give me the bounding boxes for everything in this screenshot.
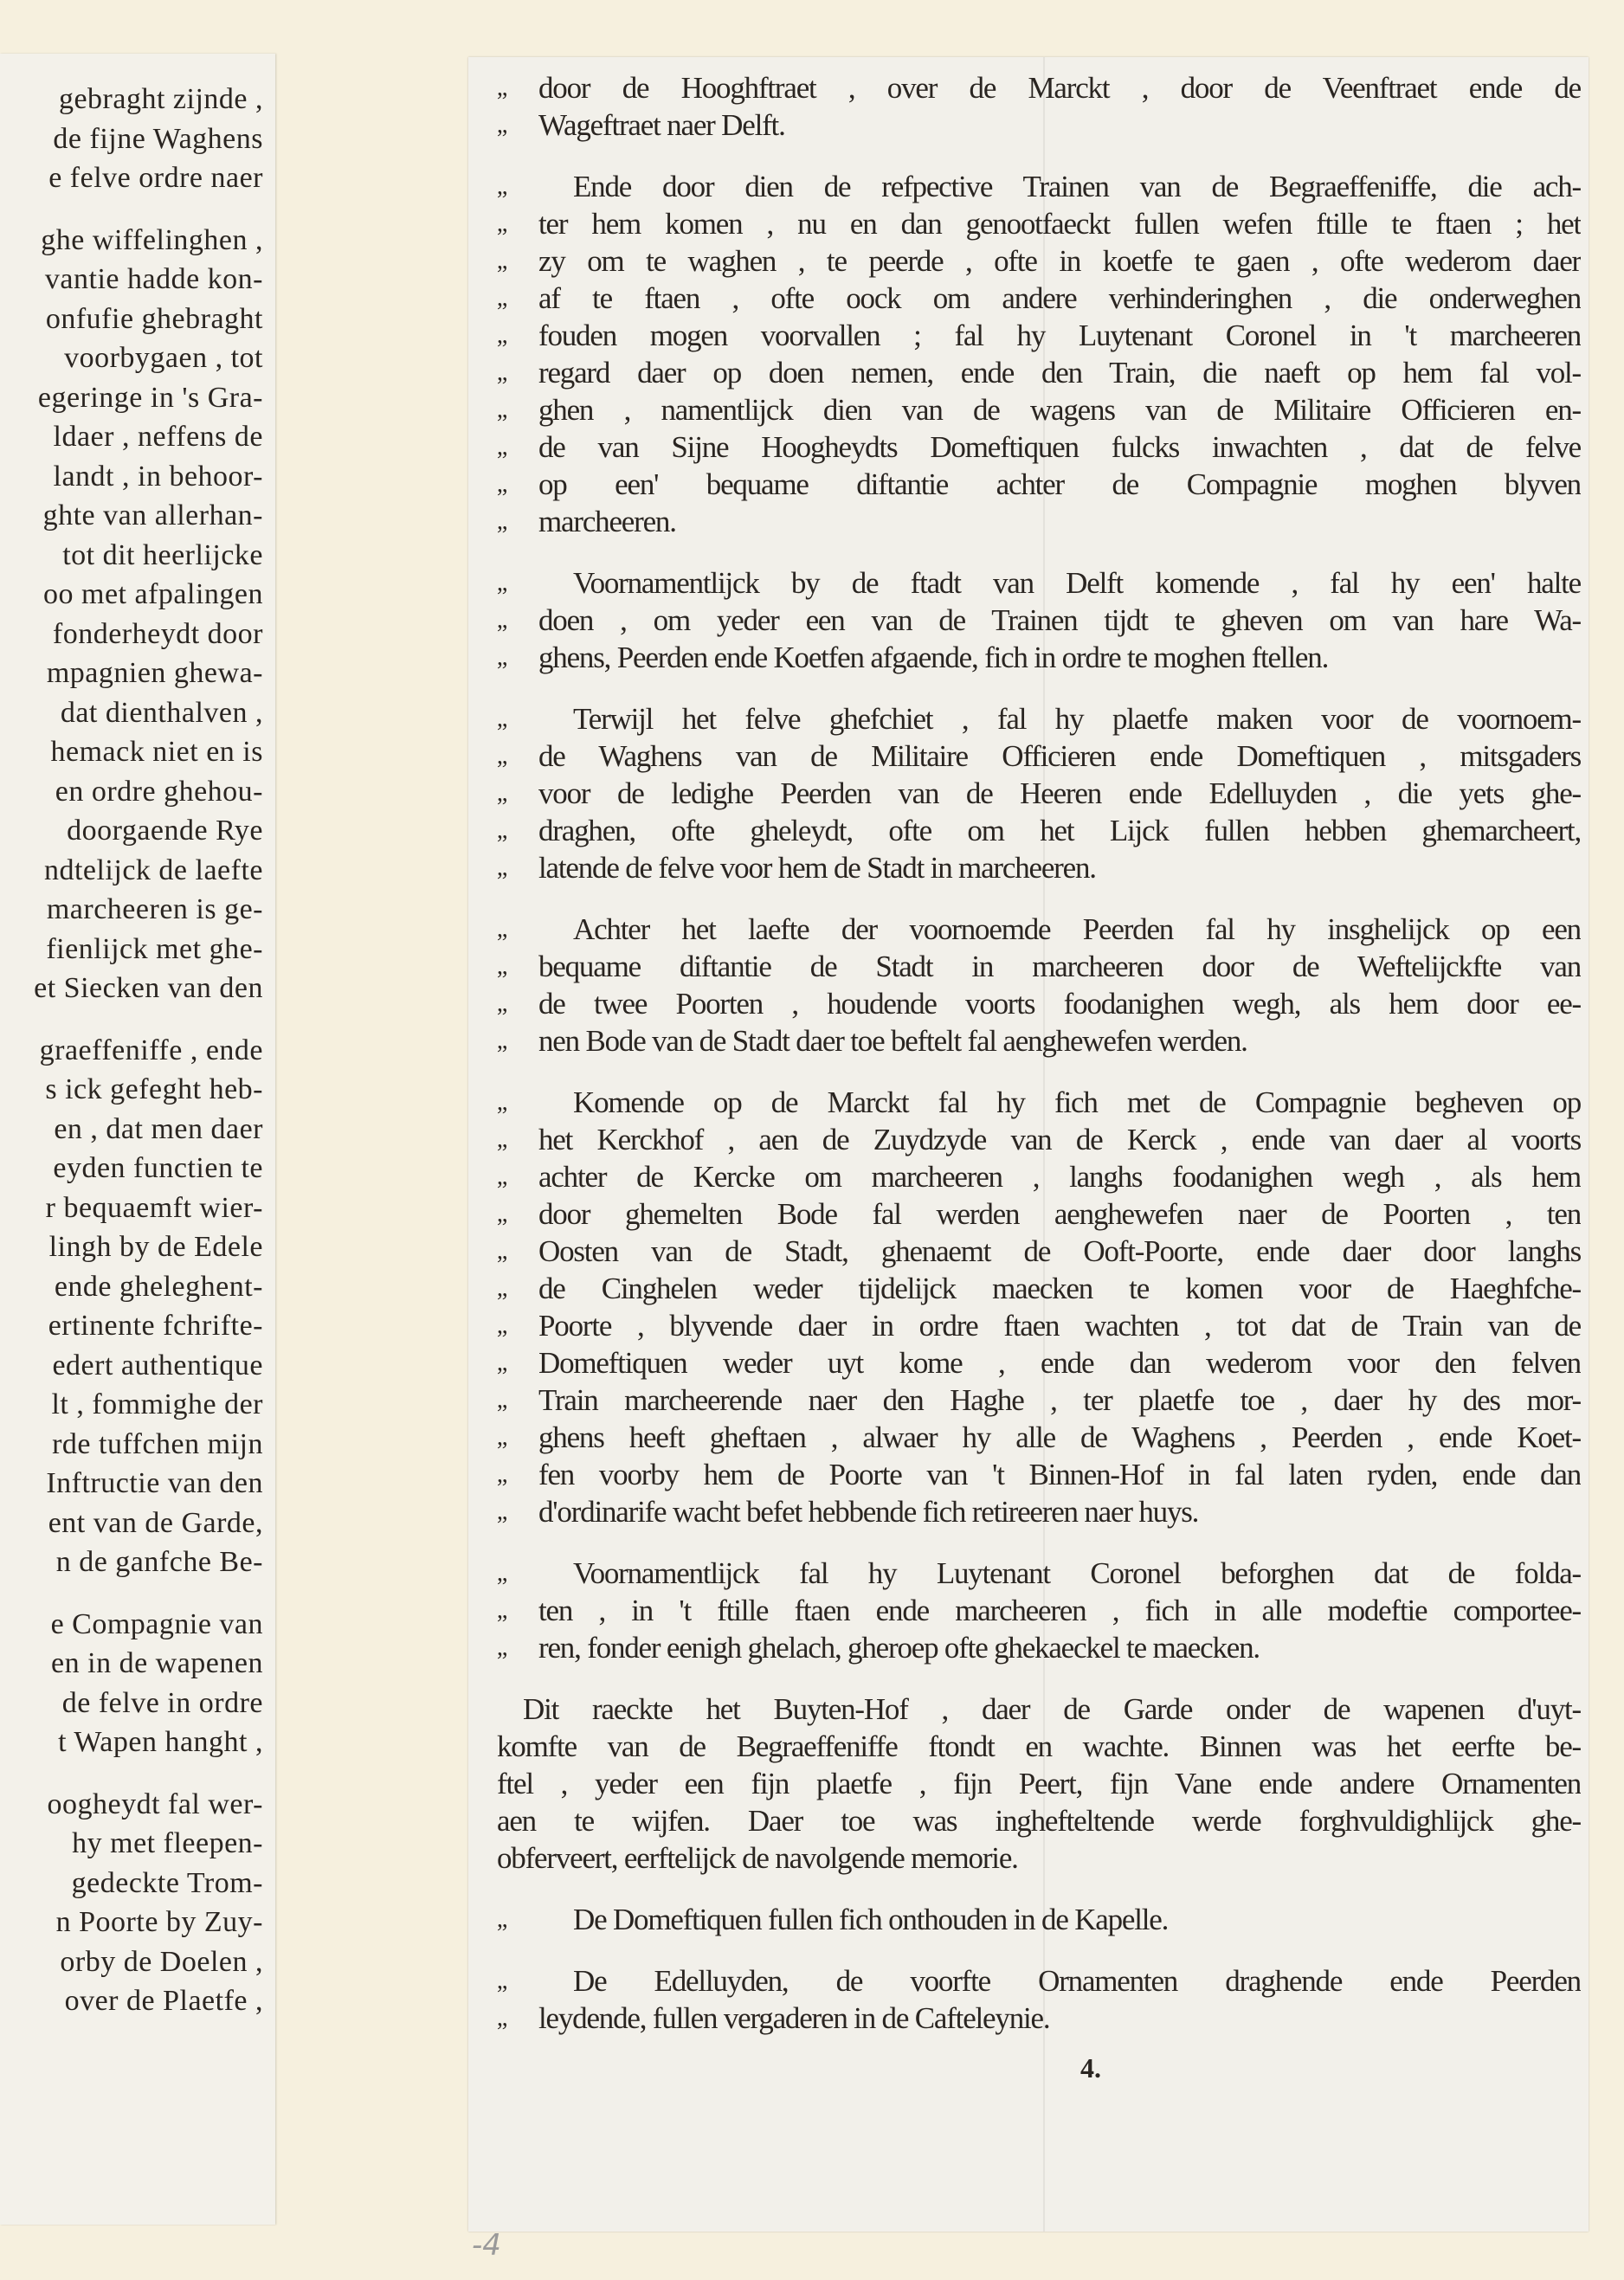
text-line bbox=[497, 1022, 1581, 1059]
text-line bbox=[497, 602, 1581, 639]
text-line: en in de wapenen bbox=[51, 1647, 263, 1679]
main-page bbox=[468, 57, 1589, 2232]
text-line bbox=[497, 1901, 1581, 1938]
text-line: mpagnien ghewa- bbox=[46, 657, 263, 689]
line-text: leydende, fullen vergaderen in de Cafteleynie. bbox=[538, 2001, 1050, 2035]
quote-mark: ,, bbox=[497, 1387, 507, 1414]
text-line bbox=[497, 1158, 1581, 1195]
paragraph bbox=[497, 911, 1581, 1059]
text-line bbox=[497, 1962, 1581, 2000]
line-text: obferveert, eerftelijck de navolgende memorie. bbox=[497, 1841, 1018, 1875]
quote-mark: ,, bbox=[497, 1498, 507, 1525]
text-line bbox=[497, 775, 1581, 812]
text-line: orby de Doelen , bbox=[60, 1945, 263, 1978]
quote-mark: ,, bbox=[497, 112, 507, 138]
line-text: De Domeftiquen fullen fich onthouden in de Kapelle. bbox=[573, 1903, 1169, 1936]
line-text: d'ordinarife wacht befet hebbende fich retireeren naer huys. bbox=[538, 1495, 1199, 1529]
text-line: graeffeniffe , ende bbox=[39, 1034, 263, 1066]
text-line bbox=[497, 1493, 1581, 1530]
text-line: e Compagnie van bbox=[50, 1607, 263, 1640]
line-text: doen , om yeder een van de Trainen tijdt te gheven om van hare Wa- bbox=[538, 603, 1581, 637]
text-line: hy met fleepen- bbox=[72, 1827, 263, 1859]
line-text: ghens, Peerden ende Koetfen afgaende, fich in ordre te moghen ftellen. bbox=[538, 641, 1329, 674]
quote-mark: ,, bbox=[497, 1027, 507, 1054]
text-line: en ordre ghehou- bbox=[55, 775, 263, 808]
text-line: landt , in behoor- bbox=[53, 460, 263, 493]
line-text: komfte van de Begraeffeniffe ftondt en wachte. Binnen was het eerfte be- bbox=[497, 1729, 1581, 1763]
quote-mark: ,, bbox=[497, 1275, 507, 1302]
paragraph-gap bbox=[0, 1762, 263, 1785]
page-number: 4. bbox=[1080, 2052, 1101, 2084]
quote-mark: ,, bbox=[497, 1163, 507, 1190]
text-line: ndtelijck de laefte bbox=[43, 853, 263, 886]
line-text: latende de felve voor hem de Stadt in marcheeren. bbox=[538, 851, 1096, 885]
quote-mark: ,, bbox=[497, 1312, 507, 1339]
text-line: ghte van allerhan- bbox=[42, 499, 263, 531]
pencil-annotation: -4 bbox=[472, 2228, 501, 2263]
text-line bbox=[497, 849, 1581, 886]
quote-mark: ,, bbox=[497, 2005, 507, 2032]
text-line bbox=[497, 1802, 1581, 1839]
quote-mark: ,, bbox=[497, 248, 507, 274]
text-line bbox=[497, 317, 1581, 354]
text-line: fienlijck met ghe- bbox=[46, 932, 263, 965]
quote-mark: ,, bbox=[497, 1201, 507, 1227]
quote-mark: ,, bbox=[497, 322, 507, 349]
line-text: ftel , yeder een fijn plaetfe , fijn Peert, fijn Vane ende andere Ornamenten bbox=[497, 1767, 1581, 1800]
text-line: rde tuffchen mijn bbox=[52, 1427, 263, 1460]
quote-mark: ,, bbox=[497, 1968, 507, 1994]
quote-mark: ,, bbox=[497, 173, 507, 200]
text-line bbox=[497, 1419, 1581, 1456]
text-line: e felve ordre naer bbox=[48, 162, 263, 194]
main-page-text bbox=[497, 69, 1581, 2084]
line-text: af te ftaen , ofte oock om andere verhinderinghen , die onderweghen bbox=[538, 281, 1581, 315]
text-line: gedeckte Trom- bbox=[71, 1866, 263, 1899]
line-text: de twee Poorten , houdende voorts foodanighen wegh, als hem door ee- bbox=[538, 987, 1581, 1021]
left-page-fragment bbox=[0, 54, 275, 2225]
paragraph bbox=[497, 69, 1581, 144]
text-line bbox=[497, 2000, 1581, 2037]
line-text: Domeftiquen weder uyt kome , ende dan wederom voor den felven bbox=[538, 1346, 1581, 1380]
text-line bbox=[497, 354, 1581, 391]
text-line bbox=[497, 106, 1581, 144]
text-line: oogheydt fal wer- bbox=[47, 1787, 263, 1820]
text-line: r bequaemft wier- bbox=[45, 1191, 263, 1224]
text-line bbox=[497, 737, 1581, 775]
line-text: door ghemelten Bode fal werden aenghewefen naer de Poorten , ten bbox=[538, 1197, 1581, 1231]
text-line bbox=[497, 1270, 1581, 1307]
line-text: ten , in 't ftille ftaen ende marcheeren , fich in alle modeftie comportee- bbox=[538, 1594, 1581, 1627]
quote-mark: ,, bbox=[497, 210, 507, 237]
line-text: fen voorby hem de Poorte van 't Binnen-Hof in fal laten ryden, ende dan bbox=[538, 1458, 1581, 1491]
left-page-text bbox=[0, 80, 263, 2021]
text-line: oo met afpalingen bbox=[43, 578, 263, 610]
line-text: Komende op de Marckt fal hy fich met de Compagnie begheven op bbox=[573, 1085, 1581, 1119]
paragraph bbox=[497, 168, 1581, 540]
line-text: Oosten van de Stadt, ghenaemt de Ooft-Poorte, ende daer door langhs bbox=[538, 1234, 1581, 1268]
quote-mark: ,, bbox=[497, 1560, 507, 1587]
quote-mark: ,, bbox=[497, 1461, 507, 1488]
line-text: Ende door dien de refpective Trainen van de Begraeffeniffe, die ach- bbox=[573, 170, 1581, 203]
text-line bbox=[497, 812, 1581, 849]
quote-mark: ,, bbox=[497, 1424, 507, 1451]
text-line: hemack niet en is bbox=[50, 736, 263, 768]
paragraph bbox=[497, 1901, 1581, 1938]
text-line bbox=[497, 1195, 1581, 1233]
paragraph bbox=[497, 700, 1581, 886]
text-line: egeringe in 's Gra- bbox=[37, 381, 263, 414]
text-line bbox=[497, 280, 1581, 317]
quote-mark: ,, bbox=[497, 607, 507, 634]
line-text: het Kerckhof , aen de Zuydzyde van de Kerck , ende van daer al voorts bbox=[538, 1123, 1581, 1156]
text-line: ende gheleghent- bbox=[54, 1270, 263, 1303]
quote-mark: ,, bbox=[497, 74, 507, 101]
quote-mark: ,, bbox=[497, 1238, 507, 1265]
line-text: de van Sijne Hoogheydts Domeftiquen fulcks inwachten , dat de felve bbox=[538, 430, 1581, 464]
text-line bbox=[497, 1121, 1581, 1158]
line-text: ter hem komen , nu en dan genootfaeckt fullen wefen ftille te ftaen ; het bbox=[538, 207, 1581, 241]
quote-mark: ,, bbox=[497, 1634, 507, 1661]
line-text: Poorte , blyvende daer in ordre ftaen wachten , tot dat de Train van de bbox=[538, 1309, 1581, 1343]
line-text: Terwijl het felve ghefchiet , fal hy plaetfe maken voor de voornoem- bbox=[573, 702, 1581, 736]
paragraph-gap bbox=[0, 1582, 263, 1605]
text-line: eyden functien te bbox=[53, 1152, 263, 1184]
quote-mark: ,, bbox=[497, 434, 507, 461]
text-line bbox=[497, 700, 1581, 737]
quote-mark: ,, bbox=[497, 705, 507, 732]
line-text: aen te wijfen. Daer toe was inghefteltende werde forghvuldighlijck ghe- bbox=[497, 1804, 1581, 1838]
text-line bbox=[497, 1765, 1581, 1802]
line-text: de Waghens van de Militaire Officieren ende Domeftiquen , mitsgaders bbox=[538, 739, 1581, 773]
paragraph-gap bbox=[0, 1008, 263, 1031]
text-line: en , dat men daer bbox=[54, 1112, 263, 1145]
paragraph bbox=[497, 1555, 1581, 1666]
text-line bbox=[497, 391, 1581, 428]
text-line: onfufie ghebraght bbox=[45, 302, 263, 335]
text-line bbox=[497, 1084, 1581, 1121]
line-text: regard daer op doen nemen, ende den Train, die naeft op hem fal vol- bbox=[538, 356, 1581, 390]
line-text: fouden mogen voorvallen ; fal hy Luytenant Coronel in 't marcheeren bbox=[538, 319, 1581, 352]
paragraph-gap bbox=[0, 198, 263, 221]
line-text: ren, fonder eenigh ghelach, gheroep ofte ghekaeckel te maecken. bbox=[538, 1631, 1260, 1665]
paragraph bbox=[497, 1084, 1581, 1530]
text-line bbox=[497, 1456, 1581, 1493]
text-line bbox=[497, 1839, 1581, 1877]
text-line: et Siecken van den bbox=[34, 972, 263, 1004]
text-line bbox=[497, 1629, 1581, 1666]
quote-mark: ,, bbox=[497, 1089, 507, 1116]
quote-mark: ,, bbox=[497, 508, 507, 535]
text-line: de fijne Waghens bbox=[53, 122, 263, 155]
text-line: ertinente fchrifte- bbox=[48, 1310, 263, 1342]
text-line: fonderheydt door bbox=[52, 617, 263, 650]
text-line bbox=[497, 466, 1581, 503]
quote-mark: ,, bbox=[497, 1906, 507, 1933]
text-line: vantie hadde kon- bbox=[44, 263, 263, 295]
paragraph bbox=[497, 1962, 1581, 2037]
text-line bbox=[497, 1592, 1581, 1629]
text-line: n de ganfche Be- bbox=[55, 1546, 263, 1578]
text-line bbox=[497, 1344, 1581, 1382]
text-line bbox=[497, 639, 1581, 676]
text-line bbox=[497, 948, 1581, 985]
line-text: zy om te waghen , te peerde , ofte in koetfe te gaen , ofte wederom daer bbox=[538, 244, 1581, 278]
line-text: De Edelluyden, de voorfte Ornamenten draghende ende Peerden bbox=[573, 1964, 1581, 1998]
line-text: door de Hooghftraet , over de Marckt , door de Veenftraet ende de bbox=[538, 71, 1581, 105]
quote-mark: ,, bbox=[497, 644, 507, 671]
quote-mark: ,, bbox=[497, 743, 507, 770]
line-text: bequame diftantie de Stadt in marcheeren door de Weftelijckfte van bbox=[538, 950, 1581, 983]
text-line bbox=[497, 1555, 1581, 1592]
line-text: marcheeren. bbox=[538, 505, 676, 538]
line-text: ghens heeft gheftaen , alwaer hy alle de Waghens , Peerden , ende Koet- bbox=[538, 1420, 1581, 1454]
paragraph bbox=[497, 564, 1581, 676]
text-line: t Wapen hanght , bbox=[58, 1726, 263, 1758]
line-text: Dit raeckte het Buyten-Hof , daer de Garde onder de wapenen d'uyt- bbox=[523, 1692, 1581, 1726]
line-text: Train marcheerende naer den Haghe , ter plaetfe toe , daer hy des mor- bbox=[538, 1383, 1581, 1417]
text-line bbox=[497, 168, 1581, 205]
text-line bbox=[497, 1307, 1581, 1344]
text-line: marcheeren is ge- bbox=[46, 893, 263, 925]
line-text: Voornamentlijck fal hy Luytenant Coronel beforghen dat de folda- bbox=[573, 1556, 1581, 1590]
line-text: Wageftraet naer Delft. bbox=[538, 108, 785, 142]
quote-mark: ,, bbox=[497, 396, 507, 423]
text-line bbox=[497, 503, 1581, 540]
line-text: Voornamentlijck by de ftadt van Delft komende , fal hy een' halte bbox=[573, 566, 1581, 600]
text-line: lt , fommighe der bbox=[51, 1388, 263, 1420]
line-text: de Cinghelen weder tijdelijck maecken te komen voor de Haeghfche- bbox=[538, 1272, 1581, 1305]
text-line: s ick gefeght heb- bbox=[45, 1073, 263, 1105]
text-line: over de Plaetfe , bbox=[64, 1985, 263, 2017]
line-text: voor de ledighe Peerden van de Heeren ende Edelluyden , die yets ghe- bbox=[538, 776, 1581, 810]
quote-mark: ,, bbox=[497, 285, 507, 312]
quote-mark: ,, bbox=[497, 1126, 507, 1153]
text-line bbox=[497, 564, 1581, 602]
text-line: Inftructie van den bbox=[46, 1467, 263, 1499]
text-line: doorgaende Rye bbox=[67, 815, 263, 847]
paragraph bbox=[497, 1691, 1581, 1877]
text-line bbox=[497, 1233, 1581, 1270]
text-line: de felve in ordre bbox=[61, 1686, 263, 1719]
text-line bbox=[497, 1382, 1581, 1419]
quote-mark: ,, bbox=[497, 471, 507, 498]
text-line: n Poorte by Zuy- bbox=[55, 1906, 263, 1938]
quote-mark: ,, bbox=[497, 990, 507, 1017]
quote-mark: ,, bbox=[497, 1349, 507, 1376]
text-line: lingh by de Edele bbox=[48, 1231, 263, 1263]
line-text: Achter het laefte der voornoemde Peerden fal hy insghelijck op een bbox=[573, 912, 1581, 946]
text-line bbox=[497, 69, 1581, 106]
text-line bbox=[497, 1728, 1581, 1765]
text-line: ghe wiffelinghen , bbox=[41, 223, 263, 256]
text-line bbox=[497, 985, 1581, 1022]
quote-mark: ,, bbox=[497, 854, 507, 881]
quote-mark: ,, bbox=[497, 359, 507, 386]
text-line bbox=[497, 205, 1581, 242]
text-line: ent van de Garde, bbox=[48, 1506, 263, 1539]
text-line bbox=[497, 911, 1581, 948]
text-line bbox=[497, 242, 1581, 280]
text-line: voorbygaen , tot bbox=[64, 342, 263, 374]
text-line: gebraght zijnde , bbox=[58, 83, 263, 115]
line-text: nen Bode van de Stadt daer toe beftelt fal aenghewefen werden. bbox=[538, 1024, 1247, 1058]
text-line bbox=[497, 428, 1581, 466]
quote-mark: ,, bbox=[497, 1597, 507, 1624]
text-line bbox=[497, 1691, 1581, 1728]
quote-mark: ,, bbox=[497, 953, 507, 980]
quote-mark: ,, bbox=[497, 780, 507, 807]
text-line: dat dienthalven , bbox=[60, 696, 263, 729]
line-text: ghen , namentlijck dien van de wagens van de Militaire Officieren en- bbox=[538, 393, 1581, 427]
text-line: ldaer , neffens de bbox=[53, 421, 263, 453]
quote-mark: ,, bbox=[497, 570, 507, 596]
text-line: tot dit heerlijcke bbox=[62, 538, 263, 571]
line-text: achter de Kercke om marcheeren , langhs foodanighen wegh , als hem bbox=[538, 1160, 1581, 1194]
line-text: op een' bequame diftantie achter de Compagnie moghen blyven bbox=[538, 467, 1581, 501]
text-line: edert authentique bbox=[52, 1349, 263, 1382]
line-text: draghen, ofte gheleydt, ofte om het Lijck fullen hebben ghemarcheert, bbox=[538, 814, 1581, 847]
quote-mark: ,, bbox=[497, 817, 507, 844]
quote-mark: ,, bbox=[497, 916, 507, 943]
